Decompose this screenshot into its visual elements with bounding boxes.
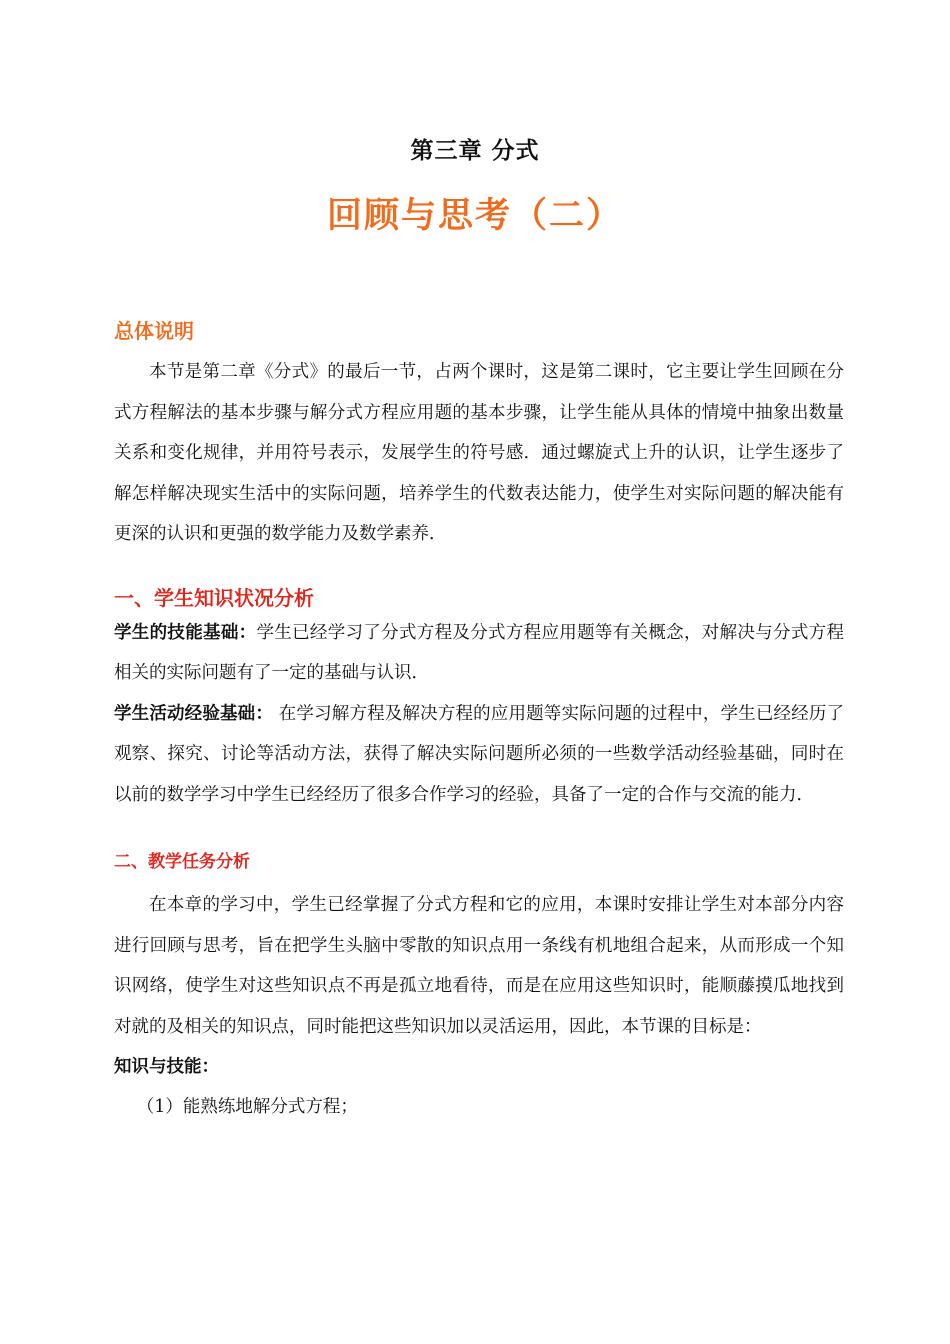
section2-heading: 二、教学任务分析	[114, 852, 250, 872]
experience-paragraph	[114, 694, 844, 816]
skill-text: 学生已经学习了分式方程及分式方程应用题等有关概念，对解决与分式方程相关的实际问题有了一定的基础与认识．	[114, 622, 844, 683]
skill-label: 学生的技能基础：	[114, 622, 257, 643]
section2-paragraph: 在本章的学习中，学生已经掌握了分式方程和它的应用，本课时安排让学生对本部分内容进行回顾与思考，旨在把学生头脑中零散的知识点用一条线有机地组合起来，从而形成一个知识网络，使学生对这些知识点不再是孤立地看待，而是在应用这些知识时，能顺藤摸瓜地找到对就的及相关的知识点，同时能把这些知识加以灵活运用，因此，本节课的目标是：	[114, 895, 844, 1037]
knowledge-label: 知识与技能：	[114, 1057, 219, 1077]
section1-heading: 一、学生知识状况分析	[114, 585, 314, 610]
lesson-title: 回顾与思考（二）	[326, 196, 623, 236]
experience-text: 在学习解方程及解决方程的应用题等实际问题的过程中，学生已经经历了观察、探究、讨论等活动方法，获得了解决实际问题所必须的一些数学活动经验基础，同时在以前的数学学习中学生已经经历了很多合作学习的经验，具备了一定的合作与交流的能力．	[114, 703, 845, 805]
objective-item-1: （1）能熟练地解分式方程；	[136, 1097, 358, 1117]
overview-heading: 总体说明	[114, 319, 194, 343]
experience-label: 学生活动经验基础：	[114, 703, 274, 724]
overview-paragraph: 本节是第二章《分式》的最后一节，占两个课时，这是第二课时，它主要让学生回顾在分式方程解法的基本步骤与解分式方程应用题的基本步骤，让学生能从具体的情境中抽象出数量关系和变化规律，并用符号表示，发展学生的符号感．通过螺旋式上升的认识，让学生逐步了解怎样解决现实生活中的实际问题，培养学生的代数表达能力，使学生对实际问题的解决能有更深的认识和更强的数学能力及数学素养．	[114, 362, 844, 544]
chapter-title: 第三章 分式	[410, 138, 540, 164]
document-body	[114, 314, 844, 1128]
skill-paragraph	[114, 613, 844, 694]
